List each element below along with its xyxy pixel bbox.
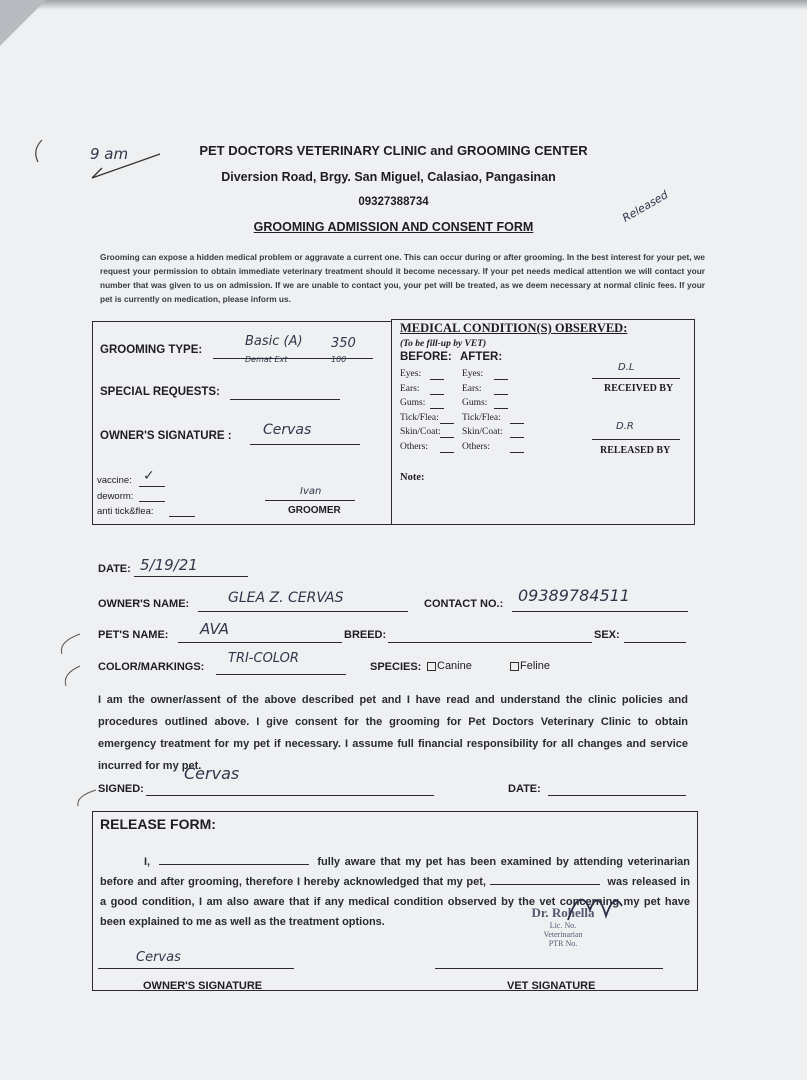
pet-name-value: AVA	[200, 620, 230, 638]
medical-subtitle: (To be fill-up by VET)	[400, 339, 487, 349]
after-row-line	[510, 452, 524, 453]
margin-bracket-bottom	[60, 770, 120, 810]
owner-name-label: OWNER'S NAME:	[98, 598, 190, 610]
antitick-line	[169, 516, 195, 517]
consent-text: I am the owner/assent of the above described pet and I have read and understand the clinic policies and procedures outlined above. I give consent for the grooming for Pet Doctors Veterinary Clinic to obtain emergency treatment for my pet if necessary. I assume full financial responsibility for all changes and service incurred for my pet.	[98, 694, 688, 772]
date-line	[134, 576, 248, 577]
signed-date-line	[548, 795, 686, 796]
after-row-label: Gums:	[462, 398, 488, 408]
vet-scribble	[560, 880, 630, 930]
grooming-box	[92, 321, 392, 525]
received-line	[592, 378, 680, 379]
owner-name-line	[198, 611, 408, 612]
release-line2: was released in a good condition, I am also aware that if any medical condition observed by the vet concerning my pet have been explained to me as well as the treatment options.	[100, 876, 690, 928]
canine-label: Canine	[437, 660, 472, 672]
clinic-phone: 09327388734	[358, 196, 429, 208]
release-i: I,	[144, 856, 151, 868]
contact-line	[512, 611, 688, 612]
release-name-line	[159, 853, 309, 865]
before-row-line	[430, 394, 444, 395]
before-row-label: Gums:	[400, 398, 426, 408]
after-row-label: Ears:	[462, 383, 482, 394]
before-row-label: Skin/Coat:	[400, 427, 441, 437]
feline-label: Feline	[520, 660, 550, 672]
folded-corner	[0, 0, 46, 46]
note-label: Note:	[400, 472, 425, 483]
before-row-label: Eyes:	[400, 369, 422, 379]
pet-name-line	[178, 642, 342, 643]
owner-signature-label: OWNER'S SIGNATURE :	[100, 430, 232, 442]
contact-label: CONTACT NO.:	[424, 598, 504, 610]
before-row-label: Tick/Flea:	[400, 412, 439, 423]
groomer-line	[265, 500, 355, 501]
sex-label: SEX:	[594, 629, 620, 641]
grooming-type-label: GROOMING TYPE:	[100, 344, 203, 356]
stamp-lic: Lic. No.	[549, 921, 577, 930]
form-title: GROOMING ADMISSION AND CONSENT FORM	[253, 220, 534, 234]
medical-title: MEDICAL CONDITION(S) OBSERVED:	[400, 321, 628, 335]
color-value: TRI-COLOR	[228, 651, 299, 666]
intro-text: Grooming can expose a hidden medical problem or aggravate a current one. This can occur during or after grooming. In the best interest for your pet, we request your permission to obtain immediate veterinary treatment should it become necessary. If your pet needs medical attention we will contact your number that was given to us on admission. If we are unable to contact you, your pet will be treated, as we deem necessary at normal clinic fees. If your pet is currently on medication, please inform us.	[100, 252, 705, 304]
received-value: D.L	[618, 362, 635, 373]
groomer-value: Ivan	[300, 486, 322, 497]
signed-line	[146, 795, 434, 796]
released-value: D.R	[616, 421, 634, 432]
after-row-label: Skin/Coat:	[462, 427, 503, 437]
grooming-addon-price: 100	[331, 355, 347, 364]
release-line1: fully aware that my pet has been examined by attending veterinarian before and after grooming, therefore I hereby acknowledged that my pet,	[100, 856, 690, 888]
owner-sig-label: OWNER'S SIGNATURE	[143, 980, 263, 992]
special-requests-line	[230, 399, 340, 400]
owner-signature-line	[250, 444, 360, 445]
before-row-line	[440, 423, 454, 424]
vet-sig-label: VET SIGNATURE	[507, 980, 596, 992]
color-label: COLOR/MARKINGS:	[98, 661, 205, 673]
owner-sig-value: Cervas	[136, 950, 181, 965]
antitick-label: anti tick&flea:	[97, 506, 154, 517]
after-row-line	[494, 408, 508, 409]
margin-note: 9 am	[90, 145, 129, 163]
canine-checkbox[interactable]	[427, 662, 436, 671]
before-row-label: Others:	[400, 441, 428, 452]
date-label: DATE:	[98, 563, 131, 575]
scan-shadow	[0, 0, 807, 10]
vaccine-label: vaccine:	[97, 475, 132, 486]
after-row-line	[510, 423, 524, 424]
before-label: BEFORE:	[400, 351, 452, 363]
released-note: Released	[620, 188, 671, 225]
pet-name-label: PET'S NAME:	[98, 629, 169, 641]
vet-sig-line	[435, 968, 663, 969]
clinic-name: PET DOCTORS VETERINARY CLINIC and GROOMING CENTER	[199, 143, 588, 158]
after-row-line	[510, 437, 524, 438]
medical-box	[391, 319, 695, 525]
deworm-line	[139, 501, 165, 502]
owner-name-value: GLEA Z. CERVAS	[228, 590, 344, 606]
released-label: RELEASED BY	[600, 445, 671, 456]
grooming-type-line	[213, 358, 373, 359]
owner-signature-value: Cervas	[263, 422, 312, 438]
before-row-label: Ears:	[400, 383, 420, 394]
stamp-role: Veterinarian	[543, 930, 583, 939]
date-value: 5/19/21	[140, 556, 198, 574]
feline-checkbox[interactable]	[510, 662, 519, 671]
before-row-line	[440, 452, 454, 453]
vaccine-check: ✓	[143, 468, 155, 484]
margin-brackets	[40, 628, 120, 688]
stamp-ptr: PTR No.	[548, 939, 578, 948]
before-row-line	[430, 408, 444, 409]
release-title: RELEASE FORM:	[100, 816, 216, 832]
deworm-label: deworm:	[97, 491, 134, 502]
before-row-line	[430, 379, 444, 380]
grooming-type-price: 350	[331, 336, 356, 351]
breed-label: BREED:	[344, 629, 387, 641]
after-row-line	[494, 394, 508, 395]
after-row-label: Eyes:	[462, 369, 484, 379]
grooming-addon: Demat Ext	[245, 355, 288, 364]
species-label: SPECIES:	[370, 661, 422, 673]
owner-sig-line	[98, 968, 294, 969]
before-row-line	[440, 437, 454, 438]
clinic-address: Diversion Road, Brgy. San Miguel, Calasiao, Pangasinan	[221, 170, 556, 184]
after-label: AFTER:	[460, 351, 503, 363]
grooming-type-value: Basic (A)	[245, 334, 303, 349]
color-line	[216, 674, 346, 675]
breed-line	[388, 642, 592, 643]
after-row-line	[494, 379, 508, 380]
special-requests-label: SPECIAL REQUESTS:	[100, 386, 220, 398]
released-line	[592, 439, 680, 440]
signed-label: SIGNED:	[98, 783, 144, 795]
received-label: RECEIVED BY	[604, 383, 674, 394]
vaccine-line	[139, 486, 165, 487]
signed-date-label: DATE:	[508, 783, 541, 795]
after-row-label: Others:	[462, 441, 490, 452]
sex-line	[624, 642, 686, 643]
after-row-label: Tick/Flea:	[462, 412, 501, 423]
stamp-name: Dr. Rohella	[531, 905, 595, 920]
groomer-label: GROOMER	[288, 505, 341, 516]
contact-value: 09389784511	[518, 586, 630, 605]
signed-value: Cervas	[184, 764, 240, 783]
